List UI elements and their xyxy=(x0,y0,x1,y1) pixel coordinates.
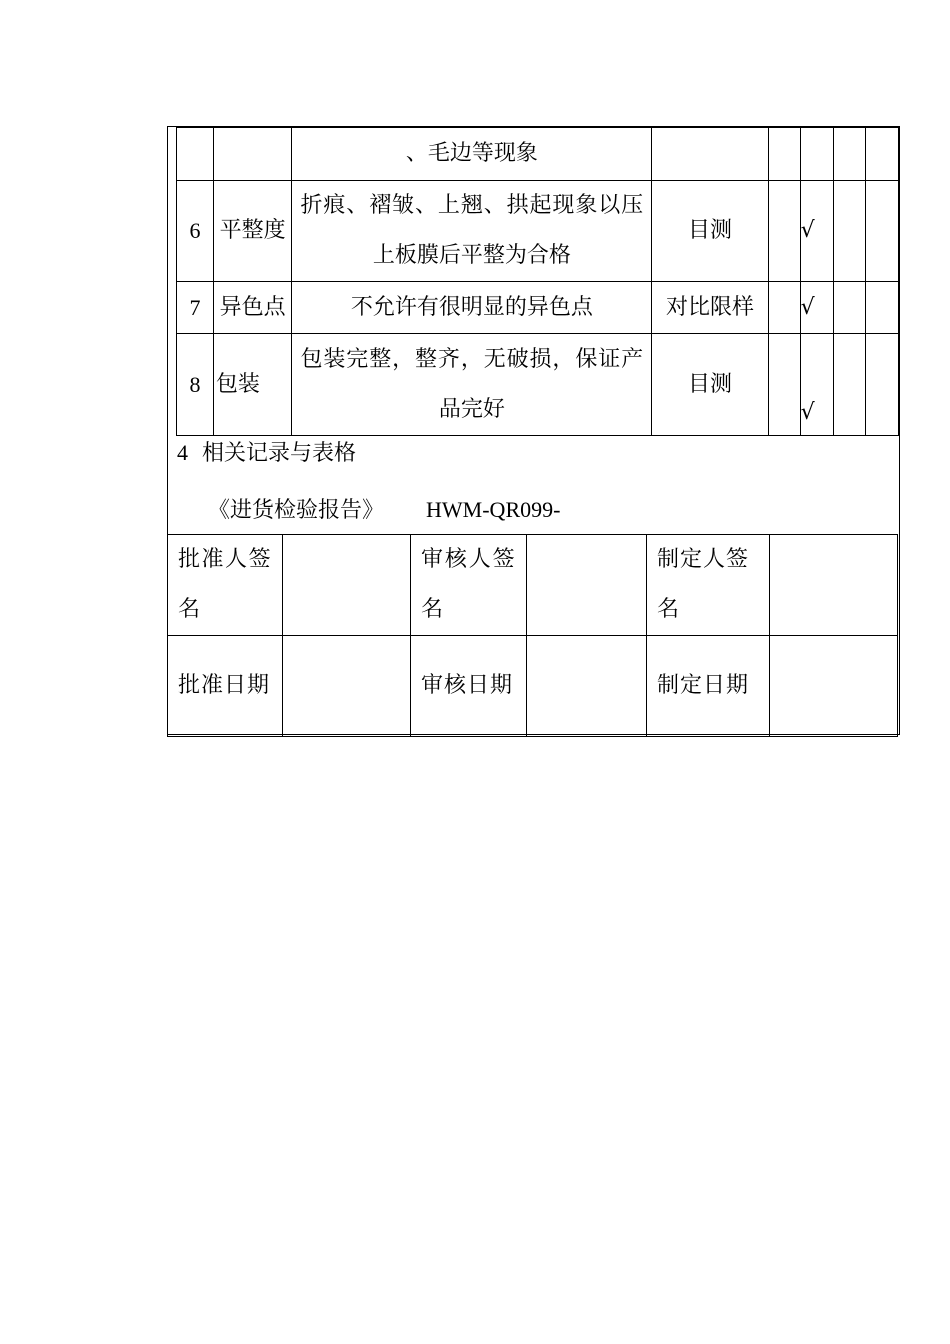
item-name: 包装 xyxy=(213,334,292,436)
record-line xyxy=(208,497,560,524)
signoff-table xyxy=(167,534,898,737)
table-row xyxy=(177,334,899,436)
prepare-date-field[interactable] xyxy=(769,636,897,737)
record-code: HWM-QR099- xyxy=(426,497,561,522)
prepare-date-label: 制定日期 xyxy=(647,636,770,737)
item-name xyxy=(213,128,292,181)
reviewer-sign-label: 审核人签名 xyxy=(410,535,526,636)
check-mark: √ xyxy=(800,282,833,334)
review-date-field[interactable] xyxy=(526,636,646,737)
row-number xyxy=(177,128,214,181)
inspection-table xyxy=(176,127,899,436)
review-date-label: 审核日期 xyxy=(410,636,526,737)
section-title: 相关记录与表格 xyxy=(202,441,357,466)
preparer-sign-label: 制定人签名 xyxy=(647,535,770,636)
check-cell xyxy=(833,282,866,334)
check-cell xyxy=(833,128,866,181)
preparer-sign-field[interactable] xyxy=(769,535,897,636)
table-row xyxy=(177,181,899,282)
check-cell xyxy=(866,334,899,436)
check-cell xyxy=(768,282,800,334)
row-number: 6 xyxy=(177,181,214,282)
item-name: 异色点 xyxy=(213,282,292,334)
check-cell xyxy=(866,181,899,282)
approve-date-field[interactable] xyxy=(282,636,410,737)
inspection-method: 目测 xyxy=(652,181,769,282)
approver-sign-field[interactable] xyxy=(282,535,410,636)
check-mark: √ xyxy=(800,181,833,282)
item-requirement: 折痕、褶皱、上翘、拱起现象以压上板膜后平整为合格 xyxy=(292,181,652,282)
row-number: 8 xyxy=(177,334,214,436)
check-cell xyxy=(866,128,899,181)
approver-sign-label: 批准人签名 xyxy=(168,535,283,636)
inspection-method xyxy=(652,128,769,181)
check-cell xyxy=(768,181,800,282)
table-row xyxy=(168,636,898,737)
check-mark: √ xyxy=(800,334,833,436)
reviewer-sign-field[interactable] xyxy=(526,535,646,636)
check-cell xyxy=(800,128,833,181)
check-cell xyxy=(833,334,866,436)
document-frame xyxy=(167,126,900,735)
item-name: 平整度 xyxy=(213,181,292,282)
check-cell xyxy=(866,282,899,334)
check-cell xyxy=(768,128,800,181)
table-row xyxy=(177,282,899,334)
row-number: 7 xyxy=(177,282,214,334)
item-requirement: 不允许有很明显的异色点 xyxy=(292,282,652,334)
inspection-method: 目测 xyxy=(652,334,769,436)
item-requirement: 包装完整，整齐，无破损，保证产品完好 xyxy=(292,334,652,436)
section-heading xyxy=(177,440,356,467)
approve-date-label: 批准日期 xyxy=(168,636,283,737)
section-number: 4 xyxy=(177,440,188,465)
table-row xyxy=(168,535,898,636)
inspection-method: 对比限样 xyxy=(652,282,769,334)
check-cell xyxy=(768,334,800,436)
record-name: 《进货检验报告》 xyxy=(208,498,385,523)
item-requirement: 、毛边等现象 xyxy=(292,128,652,181)
check-cell xyxy=(833,181,866,282)
table-row xyxy=(177,128,899,181)
